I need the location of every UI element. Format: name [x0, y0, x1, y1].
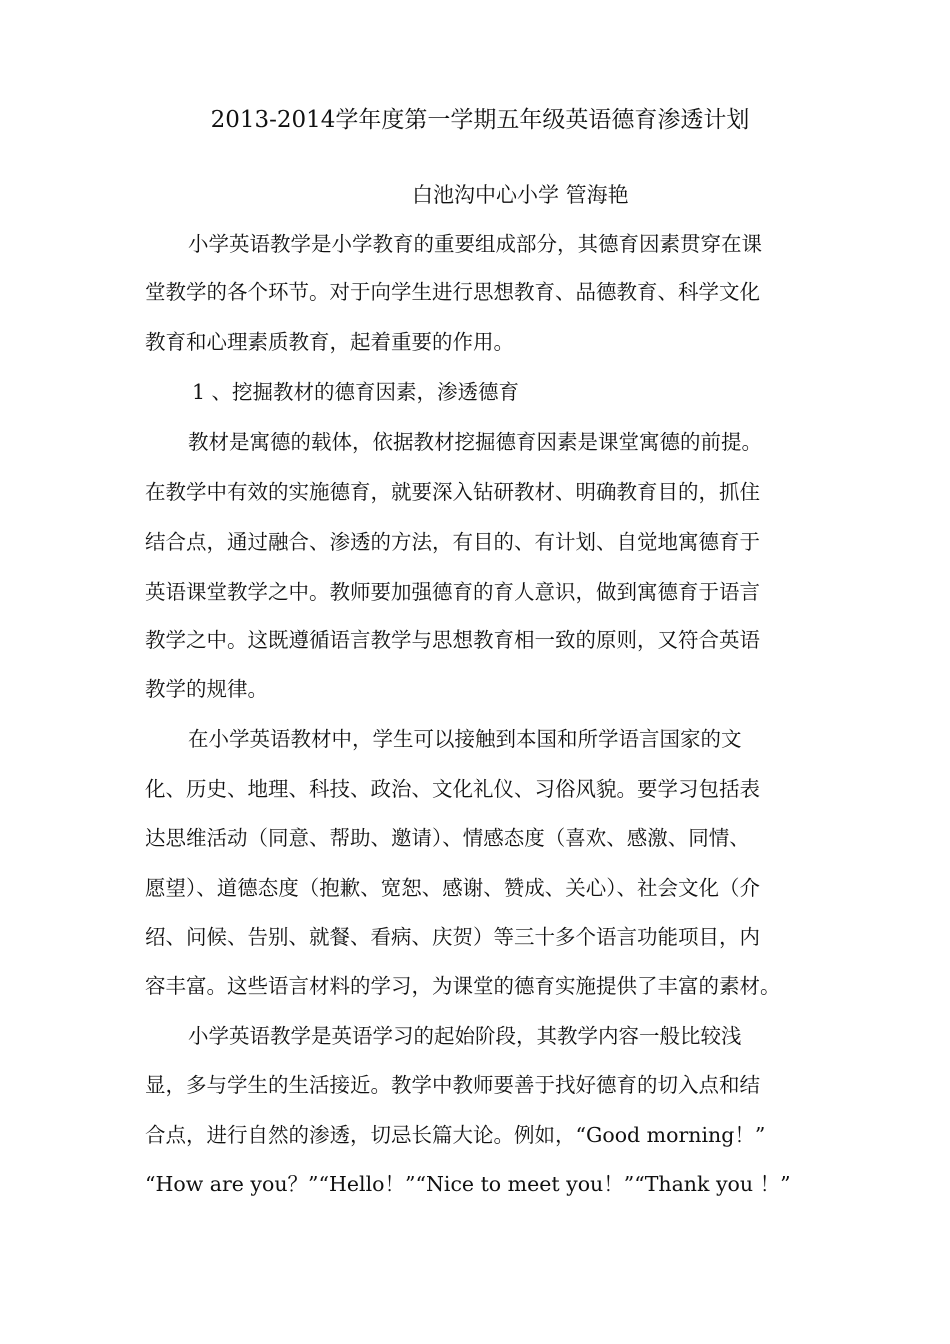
paragraph-line: 在教学中有效的实施德育，就要深入钻研教材、明确教育目的，抓住 [145, 480, 760, 504]
paragraph-line: 教材是寓德的载体，依据教材挖掘德育因素是课堂寓德的前提。 [188, 430, 762, 454]
paragraph-line: 容丰富。这些语言材料的学习，为课堂的德育实施提供了丰富的素材。 [145, 974, 781, 998]
paragraph-line: 堂教学的各个环节。对于向学生进行思想教育、品德教育、科学文化 [145, 280, 760, 304]
paragraph-line: 达思维活动（同意、帮助、邀请）、情感态度（喜欢、感激、同情、 [145, 826, 750, 850]
paragraph-line: 教学的规律。 [145, 677, 268, 701]
paragraph-line: 显，多与学生的生活接近。教学中教师要善于找好德育的切入点和结 [145, 1073, 760, 1097]
paragraph-line: 教学之中。这既遵循语言教学与思想教育相一致的原则，又符合英语 [145, 628, 760, 652]
paragraph-line: 绍、问候、告别、就餐、看病、庆贺）等三十多个语言功能项目，内 [145, 925, 760, 949]
paragraph-line: 愿望）、道德态度（抱歉、宽恕、感谢、赞成、关心）、社会文化（介 [145, 876, 760, 900]
paragraph-line: 小学英语教学是英语学习的起始阶段，其教学内容一般比较浅 [188, 1024, 742, 1048]
paragraph-line: 结合点，通过融合、渗透的方法，有目的、有计划、自觉地寓德育于 [145, 530, 760, 554]
document-title: 2013-2014学年度第一学期五年级英语德育渗透计划 [210, 107, 750, 133]
paragraph-line: 英语课堂教学之中。教师要加强德育的育人意识，做到寓德育于语言 [145, 580, 760, 604]
paragraph-line: “How are you？”“Hello！”“Nice to meet you！”“Thank you ！” [145, 1172, 791, 1196]
paragraph-line: 在小学英语教材中，学生可以接触到本国和所学语言国家的文 [188, 727, 742, 751]
paragraph-line: 教育和心理素质教育，起着重要的作用。 [145, 330, 514, 354]
paragraph-line: 化、历史、地理、科技、政治、文化礼仪、习俗风貌。要学习包括表 [145, 777, 760, 801]
paragraph-line: 合点，进行自然的渗透，切忌长篇大论。例如，“Good morning！” [145, 1123, 766, 1147]
paragraph-line: 小学英语教学是小学教育的重要组成部分，其德育因素贯穿在课 [188, 232, 762, 256]
author-line: 白池沟中心小学 管海艳 [412, 183, 629, 207]
section-heading: 1 、挖掘教材的德育因素，渗透德育 [192, 380, 520, 404]
